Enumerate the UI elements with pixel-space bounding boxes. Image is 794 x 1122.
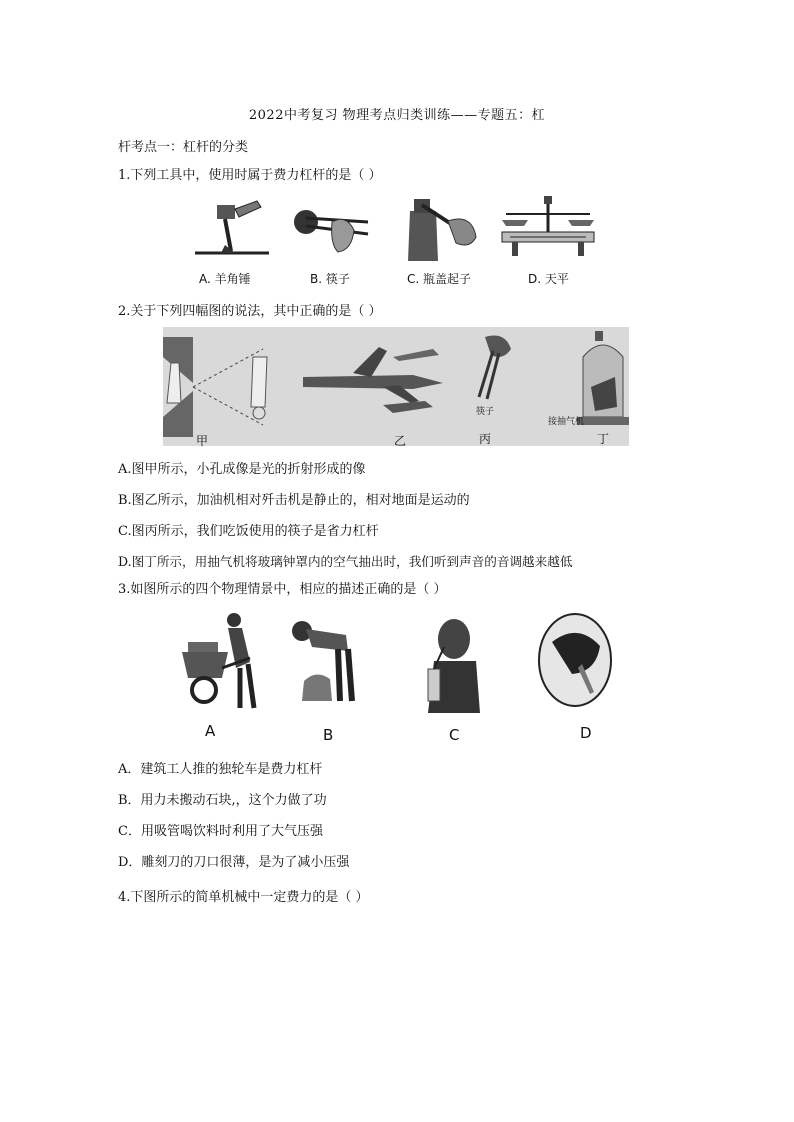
q3-panel-label-c: C [449, 726, 460, 744]
q2-option-b: B.图乙所示，加油机相对歼击机是静止的，相对地面是运动的 [118, 493, 470, 508]
q3-option-c: C．用吸管喝饮料时利用了大气压强 [118, 824, 323, 839]
q2-inner-label-chopsticks: 筷子 [476, 407, 495, 417]
q3-option-a: A．建筑工人推的独轮车是费力杠杆 [118, 762, 323, 777]
q2-option-d: D.图丁所示，用抽气机将玻璃钟罩内的空气抽出时，我们听到声音的音调越来越低 [118, 554, 573, 569]
q1-option-c: C. 瓶盖起子 [407, 272, 472, 286]
wheelbarrow-worker-icon [178, 612, 273, 712]
q3-panel-label-b: B [323, 726, 334, 744]
section-heading: 杆考点一：杠杆的分类 [118, 140, 249, 155]
page-title: 2022中考复习 物理考点归类训练——专题五：杠 [248, 108, 546, 123]
q2-option-c: C.图丙所示，我们吃饭使用的筷子是省力杠杆 [118, 524, 379, 539]
chopsticks-icon [290, 200, 370, 260]
q2-inner-label-pump: 接抽气机 [548, 417, 585, 427]
q2-option-a: A.图甲所示，小孔成像是光的折射形成的像 [118, 462, 366, 477]
drinking-straw-icon [418, 617, 488, 713]
q3-option-d: D．雕刻刀的刀口很薄，是为了减小压强 [118, 855, 350, 870]
q2-panel-label-yi: 乙 [394, 434, 407, 448]
claw-hammer-icon [195, 195, 270, 265]
q1-option-a: A. 羊角锤 [199, 272, 251, 286]
lifting-stone-icon [290, 617, 360, 707]
carving-knife-icon [538, 612, 612, 708]
q3-panel-label-a: A [205, 722, 216, 740]
q1-option-b: B. 筷子 [310, 272, 350, 286]
q1-option-d: D. 天平 [528, 272, 569, 286]
q2-panel-label-jia: 甲 [196, 434, 209, 448]
q3-option-b: B．用力未搬动石块,，这个力做了功 [118, 793, 327, 808]
q2-panel-label-bing: 丙 [479, 432, 492, 446]
question-3-stem: 3.如图所示的四个物理情景中，相应的描述正确的是（ ） [118, 582, 447, 597]
question-2-stem: 2.关于下列四幅图的说法，其中正确的是（ ） [118, 304, 382, 319]
q2-panel-label-ding: 丁 [597, 432, 610, 446]
question-4-stem: 4.下图所示的简单机械中一定费力的是（ ） [118, 890, 369, 905]
balance-scale-icon [498, 192, 598, 264]
q2-figure-drawings [163, 327, 629, 446]
question-1-stem: 1.下列工具中，使用时属于费力杠杆的是（ ） [118, 168, 382, 183]
bottle-opener-icon [400, 195, 482, 263]
q3-panel-label-d: D [580, 724, 592, 742]
